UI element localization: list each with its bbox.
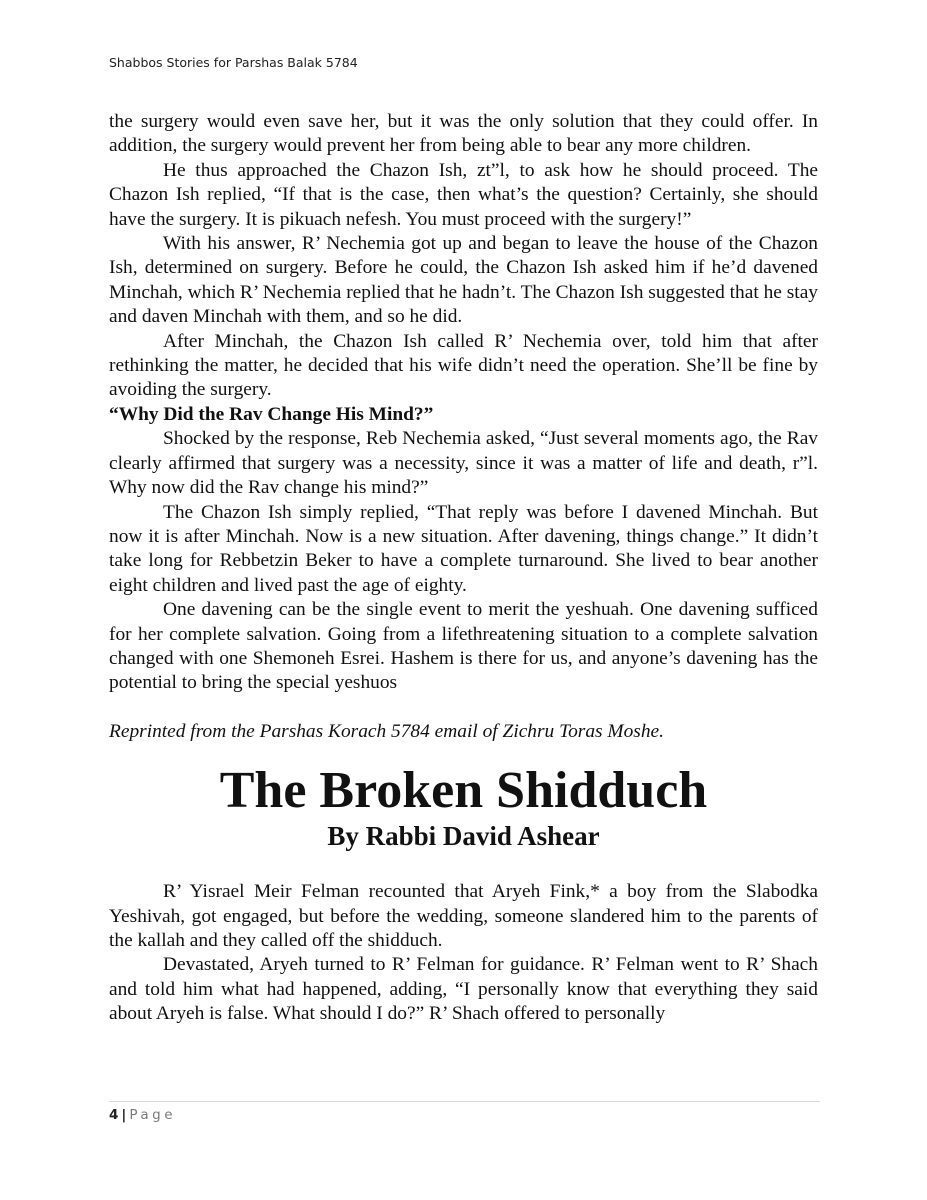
- story-title: The Broken Shidduch: [219, 762, 708, 820]
- body-paragraph: Devastated, Aryeh turned to R’ Felman for guidance. R’ Felman went to R’ Shach and told him what had happened, adding, “I personally know that everything they said about Aryeh is false. What should I do?” R’ Shach offered to personally: [109, 954, 818, 1025]
- body-paragraph: Shocked by the response, Reb Nechemia asked, “Just several moments ago, the Rav clearly affirmed that surgery was a necessity, since it was a matter of life and death, r”l. Why now did the Rav change his mind?”: [109, 428, 818, 499]
- reprint-note: Reprinted from the Parshas Korach 5784 email of Zichru Toras Moshe.: [109, 720, 664, 742]
- footer-separator: |: [121, 1107, 127, 1123]
- page-footer: [109, 1107, 176, 1123]
- page-label: Page: [129, 1107, 177, 1123]
- section-subheading: “Why Did the Rav Change His Mind?”: [109, 403, 434, 425]
- story-byline: By Rabbi David Ashear: [327, 821, 600, 852]
- body-paragraph: R’ Yisrael Meir Felman recounted that Aryeh Fink,* a boy from the Slabodka Yeshivah, got engaged, but before the wedding, someone slandered him to the parents of the kallah and they called off the shidduch.: [109, 881, 818, 951]
- body-paragraph: With his answer, R’ Nechemia got up and began to leave the house of the Chazon Ish, determined on surgery. Before he could, the Chazon Ish asked him if he’d davened Minchah, which R’ Nechemia replied that he hadn’t. The Chazon Ish suggested that he stay and daven Minchah with them, and so he did.: [109, 233, 818, 328]
- page-body: [109, 110, 818, 1027]
- footer-divider: [109, 1101, 820, 1102]
- body-paragraph: the surgery would even save her, but it was the only solution that they could offer. In addition, the surgery would prevent her from being able to bear any more children.: [109, 111, 818, 157]
- body-paragraph: After Minchah, the Chazon Ish called R’ Nechemia over, told him that after rethinking the matter, he decided that his wife didn’t need the operation. She’ll be fine by avoiding the surgery.: [109, 330, 818, 401]
- body-paragraph: The Chazon Ish simply replied, “That reply was before I davened Minchah. But now it is after Minchah. Now is a new situation. After davening, things change.” It didn’t take long for Rebbetzin Beker to have a complete turnaround. She lived to bear another eight children and lived past the age of eighty.: [109, 501, 818, 596]
- body-paragraph: One davening can be the single event to merit the yeshuah. One davening sufficed for her complete salvation. Going from a lifethreatening situation to a complete salvation changed with one Shemoneh Esrei. Hashem is there for us, and anyone’s davening has the potential to bring the special yeshuos: [109, 599, 818, 694]
- running-header: Shabbos Stories for Parshas Balak 5784: [109, 55, 358, 70]
- body-paragraph: He thus approached the Chazon Ish, zt”l, to ask how he should proceed. The Chazon Ish replied, “If that is the case, then what’s the question? Certainly, she should have the surgery. It is pikuach nefesh. You must proceed with the surgery!”: [109, 159, 818, 230]
- page-number: 4: [109, 1107, 119, 1123]
